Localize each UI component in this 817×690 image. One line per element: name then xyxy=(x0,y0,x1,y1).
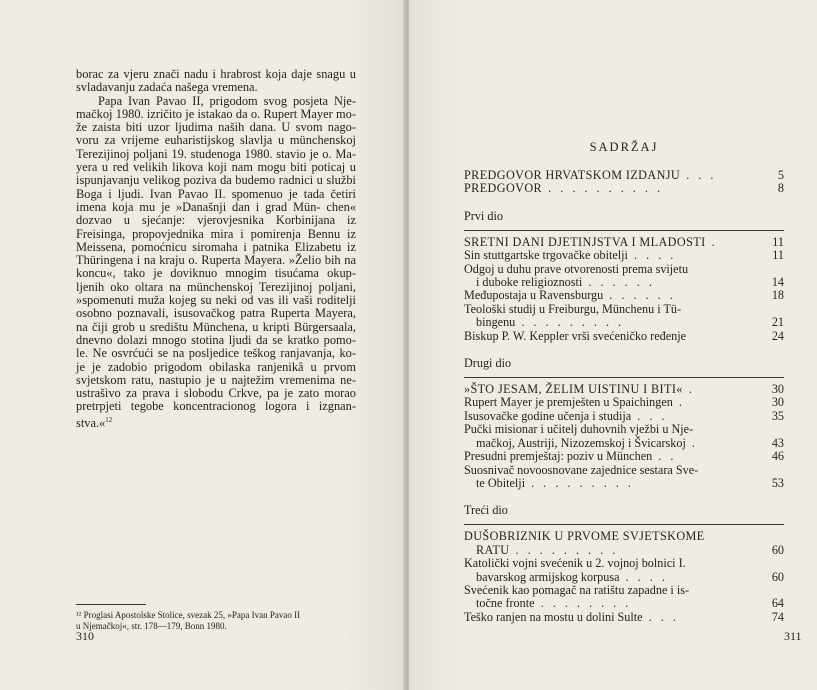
leader-dots: . . xyxy=(652,449,677,464)
leader-dots: . . . . . . xyxy=(603,288,676,303)
toc-section xyxy=(464,503,784,624)
text-line: yera u red velikih likova koji nam mogu biti poticaj xyxy=(76,160,350,175)
toc-section-label: Drugi dio xyxy=(464,356,512,371)
toc-entry-title xyxy=(464,289,784,302)
footnote-rule xyxy=(76,604,146,605)
footnote-line: u Njemačkoj«, str. 178—179, Bonn 1980. xyxy=(76,620,227,631)
text-line: osobno poznavali, isusovačkog patra Ruperta Mayera, xyxy=(76,306,356,321)
paragraph xyxy=(76,68,356,95)
toc-entry-title xyxy=(464,182,784,195)
toc-entry-title xyxy=(464,169,784,182)
page-number-right: 311 xyxy=(784,629,802,643)
toc-page-number: 30 xyxy=(771,382,784,397)
footnote-line: ¹² Proglasi Apostolske Stolice, svezak 25, »Papa Ivan Pavao II xyxy=(76,610,301,620)
text-line: na koncu«, tako je doviknuo mnogim tisućama okup- xyxy=(76,253,356,281)
toc-page-number: 35 xyxy=(771,408,784,423)
toc-page-number: 60 xyxy=(771,542,784,557)
toc-entry xyxy=(464,611,784,624)
toc-entry xyxy=(464,396,784,409)
toc-page-number: 53 xyxy=(771,475,784,490)
text-line: le. Ne osvrćući se na posljedice teškog ranjavanja, ko- xyxy=(76,346,356,361)
toc-entry-title xyxy=(464,423,784,450)
toc-section-label: Treći dio xyxy=(464,503,508,518)
toc-entry-title xyxy=(464,584,784,611)
toc-entry xyxy=(464,330,784,343)
toc-entry xyxy=(464,584,784,611)
toc-section xyxy=(464,169,784,196)
footnote-reference: 12 xyxy=(105,415,113,424)
toc-entry-line: »ŠTO JESAM, ŽELIM UISTINU I BITI« . xyxy=(464,382,695,397)
toc-entry-title xyxy=(464,530,784,557)
toc-entry-title xyxy=(464,410,784,423)
text-line: chen« dozvao u sjećanje: vjerovjesnika Korbinijana iz xyxy=(76,199,356,228)
text-line: Papa Ivan Pavao II, prigodom svog posjeta Nje- xyxy=(98,93,356,108)
toc-entry-line: Teološki studij u Freiburgu, Münchenu i Tü- xyxy=(464,301,682,316)
text-line: u ispunjavanju velikog poziva da budemo radnici u xyxy=(76,160,356,188)
section-rule xyxy=(464,230,784,231)
text-line: že zaista biti uzor ljudima naših dana. U svom nago- xyxy=(76,120,356,135)
toc-entry-line: te Obitelji . . . . . . . . . xyxy=(476,475,634,490)
toc-entry-line: i duboke religioznosti . . . . . . xyxy=(476,275,655,290)
toc-page-number: 11 xyxy=(772,234,784,249)
toc-entry xyxy=(464,464,784,491)
leader-dots: . xyxy=(685,435,698,450)
toc-title: SADRŽAJ xyxy=(589,140,659,154)
text-line: pretrpjeti tegobe koncentracionog logora i izgnan- xyxy=(76,399,356,414)
toc-page-number: 24 xyxy=(771,328,784,343)
leader-dots: . . . . xyxy=(627,248,677,263)
text-line: ljenih oko oltara na münchenskoj Terezijinoj poljani, xyxy=(76,279,356,294)
toc-entry-line: točne fronte . . . . . . . . xyxy=(476,596,632,611)
toc-entry xyxy=(464,289,784,302)
toc-page-number: 21 xyxy=(771,315,784,330)
toc-entry-line: bavarskog armijskog korpusa . . . . xyxy=(476,569,668,584)
toc-entry xyxy=(464,169,784,182)
section-rule xyxy=(464,524,784,525)
paragraph xyxy=(76,95,356,431)
toc-page-number: 30 xyxy=(771,395,784,410)
body-text xyxy=(76,68,356,430)
toc-entry xyxy=(464,383,784,396)
toc-entry-line: Suosnivač novoosnovane zajednice sestara Sve- xyxy=(464,462,699,477)
leader-dots: . . . . . . . . xyxy=(534,596,632,611)
toc-entry-line: Rupert Mayer je premješten u Spaichingen . xyxy=(464,395,685,410)
toc-page-number: 43 xyxy=(771,435,784,450)
toc-entry-line: Odgoj u duhu prave otvorenosti prema svijetu xyxy=(464,261,689,276)
table-of-contents xyxy=(464,140,784,624)
text-line: borac za vjeru znači nadu i hrabrost koja daje snagu xyxy=(76,67,350,81)
text-line: je je zadobio prigodom obilaska ranjenikâ u prvom xyxy=(76,359,356,374)
toc-entry-title xyxy=(464,450,784,463)
toc-page-number: 64 xyxy=(771,596,784,611)
toc-entry-title xyxy=(464,263,784,290)
text-line: mačkoj 1980. izričito je istakao da o. Rupert Mayer mo- xyxy=(76,106,356,121)
toc-entry-title xyxy=(464,557,784,584)
toc-entry-line: Teško ranjen na mostu u dolini Sulte . . . xyxy=(464,609,679,624)
text-line: u svladavanju zadaća našega vremena. xyxy=(76,67,356,95)
section-rule xyxy=(464,377,784,378)
leader-dots: . . . . xyxy=(619,569,668,584)
text-line: stva.« xyxy=(76,415,106,430)
toc-entry xyxy=(464,182,784,195)
toc-section-label: Prvi dio xyxy=(464,208,503,223)
leader-dots: . . . xyxy=(631,408,668,423)
toc-entry-line: Isusovačke godine učenja i studija . . . xyxy=(464,408,668,423)
leader-dots: . . . . . . . . . . xyxy=(542,181,664,196)
left-page xyxy=(0,0,405,690)
leader-dots: . xyxy=(705,234,718,249)
toc-page-number: 8 xyxy=(777,181,784,196)
toc-section xyxy=(464,356,784,490)
text-line: Freisinga, propovjednika mira i pomirenja Bennu iz xyxy=(76,226,356,241)
page-number-left: 310 xyxy=(76,629,94,643)
text-line: službi Boga i ljudi. Ivan Pavao II. spomenuo je tada xyxy=(76,173,356,201)
leader-dots: . . . . . . . . . xyxy=(509,542,619,557)
text-line: Terezijinoj poljani 19. studenoga 1980. stavio je o. Ma- xyxy=(76,146,356,161)
toc-entry-line: Biskup P. W. Keppler vrši svećeničko ređenje xyxy=(464,328,687,343)
toc-entry xyxy=(464,303,784,330)
toc-page-number: 11 xyxy=(772,248,784,263)
toc-entry-title xyxy=(464,303,784,330)
toc-entry-line: Presudni premještaj: poziv u München . . xyxy=(464,449,677,464)
text-line: Meissena, pomoćnicu siromaha i patnika Elizabetu iz xyxy=(76,239,356,254)
toc-entry xyxy=(464,236,784,249)
toc-entry-title xyxy=(464,236,784,249)
text-line: voru za vrijeme euharistijskog slavlja u münchenskoj xyxy=(76,133,356,148)
toc-entry-line: RATU . . . . . . . . . xyxy=(476,542,619,557)
toc-entry xyxy=(464,450,784,463)
toc-entry-line: PREDGOVOR . . . . . . . . . . xyxy=(464,181,664,196)
toc-page-number: 14 xyxy=(771,275,784,290)
toc-entry-title xyxy=(464,383,784,396)
leader-dots: . . . . . . xyxy=(582,275,655,290)
text-line: na čiji grob u središtu Münchena, u kripti Bürgersaala, xyxy=(76,319,356,334)
toc-entry-line: Svećenik kao pomagač na ratištu zapadne i is- xyxy=(464,582,690,597)
toc-page-number: 18 xyxy=(771,288,784,303)
toc-entry xyxy=(464,557,784,584)
text-line: četiri imena koja mu je »Današnji dan i grad Mün- xyxy=(76,186,356,214)
text-line: »spomenuti muža kojeg su neki od vas ili vaši roditelji xyxy=(76,293,356,308)
toc-entry xyxy=(464,423,784,450)
toc-entry-title xyxy=(464,330,784,343)
toc-entry-line: bingenu . . . . . . . . . xyxy=(476,315,625,330)
toc-entry-title xyxy=(464,249,784,262)
toc-entry xyxy=(464,530,784,557)
leader-dots: . xyxy=(682,382,695,397)
toc-entry xyxy=(464,263,784,290)
toc-page-number: 46 xyxy=(771,449,784,464)
text-line: dnevno dolazi mnogo stotina ljudi da se kratko pomo- xyxy=(76,332,356,347)
toc-entry-line: PREDGOVOR HRVATSKOM IZDANJU . . . xyxy=(464,168,717,182)
leader-dots: . . . xyxy=(680,168,717,182)
toc-page-number: 60 xyxy=(771,569,784,584)
toc-page-number: 5 xyxy=(777,168,784,182)
toc-entry-line: Sin stuttgartske trgovačke obitelji . . . . xyxy=(464,248,677,263)
text-line: svjetskom ratu, nastupio je u najtežim vremenima ne- xyxy=(76,372,356,387)
toc-entry-line: Katolički vojni svećenik u 2. vojnoj bolnici I. xyxy=(464,556,686,571)
toc-entry-title xyxy=(464,396,784,409)
footnote xyxy=(76,610,366,631)
text-line: ustrašivo za prava i slobodu Crkve, pa je zato morao xyxy=(76,386,356,401)
toc-entry-line: SRETNI DANI DJETINJSTVA I MLADOSTI . xyxy=(464,234,718,249)
toc-entry xyxy=(464,410,784,423)
toc-entry-title xyxy=(464,464,784,491)
toc-entry-line: Pučki misionar i učitelj duhovnih vježbi u Nje- xyxy=(464,422,694,437)
leader-dots: . . . . . . . . . xyxy=(525,475,634,490)
toc-page-number: 74 xyxy=(771,609,784,624)
leader-dots: . . . xyxy=(642,609,679,624)
toc-entry-line: mačkoj, Austriji, Nizozemskoj i Švicarskoj . xyxy=(476,435,698,450)
toc-entry-title xyxy=(464,611,784,624)
toc-entry-line: Međupostaja u Ravensburgu . . . . . . xyxy=(464,288,676,303)
text-line: Thüringena i na kraju o. Ruperta Mayera. »Želio bih xyxy=(76,253,345,268)
toc-entry-line: DUŠOBRIZNIK U PRVOME SVJETSKOME xyxy=(464,529,705,544)
toc-section xyxy=(464,209,784,343)
leader-dots: . xyxy=(672,395,685,410)
leader-dots: . . . . . . . . . xyxy=(515,315,625,330)
toc-entry xyxy=(464,249,784,262)
